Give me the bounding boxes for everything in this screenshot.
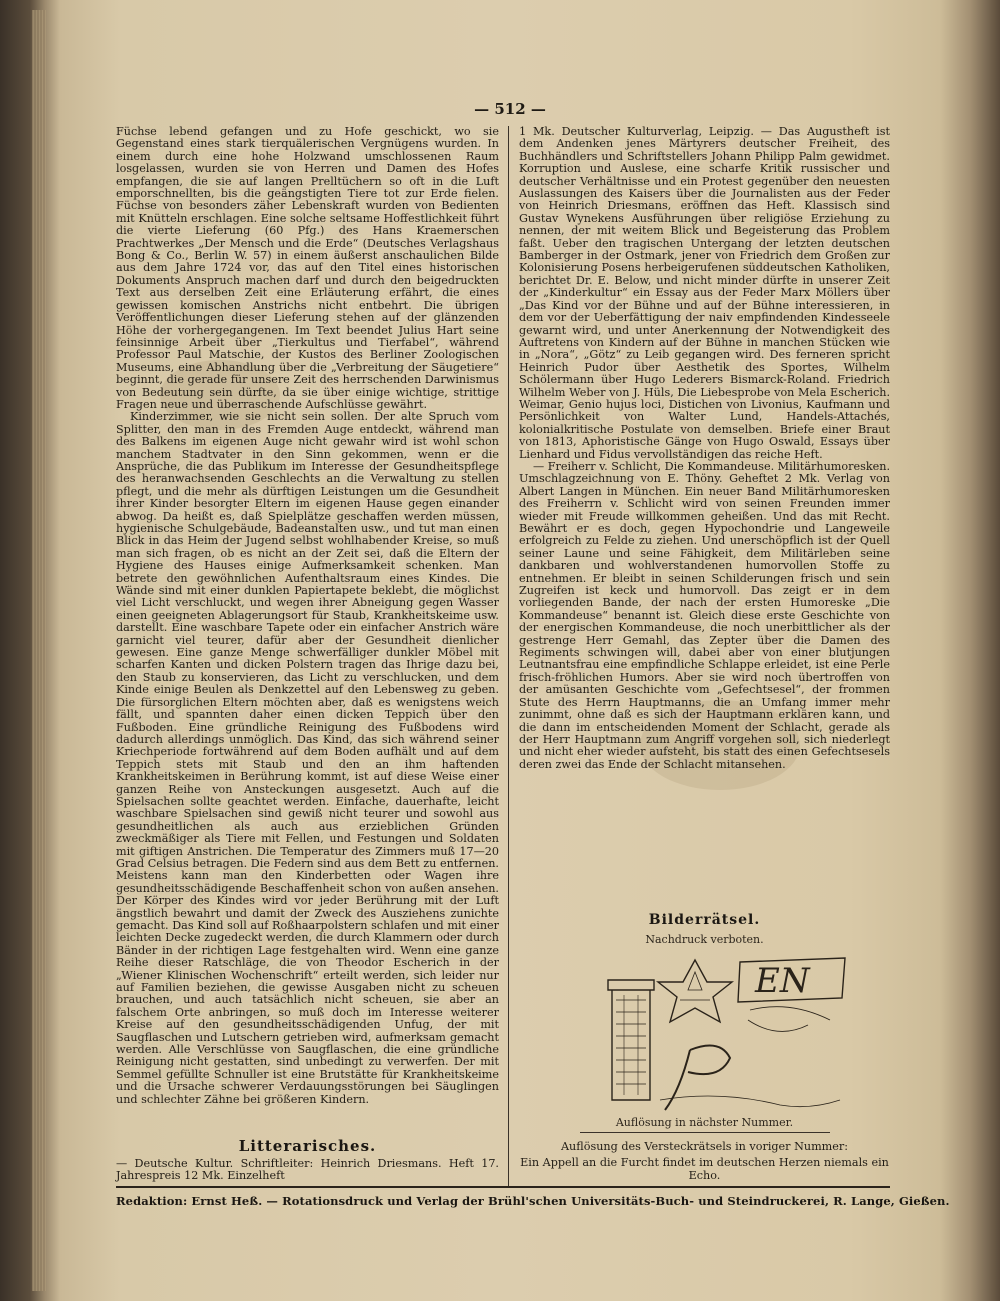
right-column [519,126,890,896]
solution-text: Ein Appell an die Furcht findet im deutschen Herzen niemals ein Echo. [520,1156,889,1182]
article-deutsche-kultur-continued: 1 Mk. Deutscher Kulturverlag, Leipzig. — Das Augustheft ist dem Andenken jenes Märtyrers deutscher Freiheit, des Buchhändlers und Schriftstellers Johann Philipp Palm gewidmet. Korruption und Auslese, eine scharfe Kritik russischer und deutscher Verhältnisse und ein Protest gegenüber den neuesten Auslassungen des Kaisers über die Journalisten aus der Feder von Heinrich Driesmans, eröffnen das Heft. Klassisch sind Gustav Wynekens Ausführungen über religiöse Erziehung zu nennen, der mit weitem Blick und Begeisterung das Problem faßt. Ueber den tragischen Untergang der letzten deutschen Bamberger in der Ostmark, jener von Friedrich dem Großen zur Kolonisierung Posens herbeigerufenen süddeutschen Katholiken, berichtet Dr. E. Below, und nicht minder dürfte in unserer Zeit der „Kinderkultur“ ein Essay aus der Feder Marx Möllers über „Das Kind vor der Bühne und auf der Bühne interessieren, in dem vor der Ueberfättigung der naiv empfindenden Kindesseele gewarnt wird, und unter Anerkennung der Notwendigkeit des Auftretens von Kindern auf der Bühne in manchen Stücken wie in „Nora“, „Götz“ zu Leib gegangen wird. Des ferneren spricht Heinrich Pudor über Aesthetik des Sportes, Wilhelm Schölermann über Hugo Lederers Bismarck-Roland. Friedrich Wilhelm Weber von J. Hüls, Die Liebesprobe von Mela Escherich. Weimar, Genio hujus loci, Distichen von Livonius, Kaufmann und Persönlichkeit von Walter Lund, Handels-Attachés, kolonialkritische Postulate von demselben. Briefe einer Braut von 1813, Aphoristische Gänge von Hugo Oswald, Essays über Lienhard und Fidus vervollständigen das reiche Heft. [519,126,890,461]
puzzle-caption: Auflösung in nächster Nummer. [615,1116,794,1129]
star-illustration [658,960,732,1022]
puzzle-reprint-note: Nachdruck verboten. [645,933,764,946]
letter-p-illustration [665,1046,730,1111]
article-kinderzimmer: Kinderzimmer, wie sie nicht sein sollen. Der alte Spruch vom Splitter, den man in des Fremden Auge entdeckt, während man des Balkens im eigenen Auge nicht gewahr wird ist wohl schon manchem Stadtvater in den Sinn gekommen, wenn er die Ansprüche, die das Publikum im Interesse der Gesundheitspflege des heranwachsenden Geschlechts an die Verwaltung zu stellen pflegt, und die mehr als dürftigen Leistungen um die Gesundheit ihrer Kinder besorgter Eltern im eigenen Hause gegen einander abwog. Da heißt es, daß Spielplätze geschaffen werden müssen, hygienische Schulgebäude, Badeanstalten usw., und tut man einen Blick in das Heim der Jugend selbst wohlhabender Kreise, so muß man sich fragen, ob es nicht an der Zeit sei, daß die Eltern der Hygiene des Hauses einige Aufmerksamkeit schenken. Man betrete den gewöhnlichen Aufenthaltsraum eines Kindes. Die Wände sind mit einer dunklen Papiertapete beklebt, die möglichst viel Licht verschluckt, und wegen ihrer Abneigung gegen Wasser einen geeigneten Ablagerungsort für Staub, Krankheitskeime usw. darstellt. Eine waschbare Tapete oder ein einfacher Anstrich wäre garnicht viel teurer, dafür aber der Gesundheit dienlicher gewesen. Eine ganze Menge schwerfälliger dunkler Möbel mit scharfen Kanten und dicken Polstern tragen das Ihrige dazu bei, den Staub zu konservieren, das Licht zu verschlucken, und dem Kinde einige Beulen als Denkzettel auf den Lebensweg zu geben. Die fürsorglichen Eltern möchten aber, daß es wenigstens weich fällt, und spannten daher einen dicken Teppich über den Fußboden. Eine gründliche Reinigung des Fußbodens wird dadurch allerdings unmöglich. Das Kind, das sich während seiner Kriechperiode fortwährend auf dem Boden aufhält und auf dem Teppich stets mit Staub und den an ihm haftenden Krankheitskeimen in Berührung kommt, ist auf diese Weise einer ganzen Reihe von Ansteckungen ausgesetzt. Auch auf die Spielsachen sollte geachtet werden. Einfache, dauerhafte, leicht waschbare Spielsachen sind gewiß nicht teurer und sowohl aus gesundheitlichen als auch aus erzieblichen Gründen zweckmäßiger als Tiere mit Fellen, und Festungen und Soldaten mit giftigen Anstrichen. Die Temperatur des Zimmers muß 17—20 Grad Celsius betragen. Die Federn sind aus dem Bett zu entfernen. Meistens kann man den Kinderbetten oder Wagen ihre gesundheitsschädigende Beschaffenheit schon von außen ansehen. Der Körper des Kindes wird vor jeder Berührung mit der Luft ängstlich bewahrt und damit der Zweck des Ausziehens zunichte gemacht. Das Kind soll auf Roßhaarpolstern schlafen und mit einer leichten Decke zugedeckt werden, die durch Klammern oder durch Bänder in der richtigen Lage festgehalten wird. Wenn eine ganze Reihe dieser Ratschläge, die von Theodor Escherich in der „Wiener Klinischen Wochenschrift“ erteilt werden, sich leider nur auf Familien beziehen, die gewisse Ausgaben nicht zu scheuen brauchen, und auch tatsächlich nicht scheuen, sie aber an falschem Orte anbringen, so muß doch im Interesse weiterer Kreise auf den gesundheitsschädigenden Unfug, der mit Saugflaschen und Lutschern getrieben wird, aufmerksam gemacht werden. Alle Verschlüsse von Saugflaschen, die eine gründliche Reinigung nicht gestatten, sind unbedingt zu verwerfen. Der mit Semmel gefüllte Schnuller ist eine Brutstätte für Krankheitskeime und die Ursache schwerer Verdauungsstörungen bei Säuglingen und schlechter Zähne bei größeren Kindern. [116,410,499,1106]
page-number: — 512 — [474,100,546,118]
book-page-edges [32,10,46,1291]
puzzle-letters: EN [755,961,810,1001]
picture-puzzle-illustration [590,950,860,1115]
tower-illustration [608,980,654,1100]
footer-divider [116,1186,890,1188]
solution-heading: Auflösung des Versteckrätsels in voriger Nummer: [560,1140,849,1153]
imprint-footer: Redaktion: Ernst Heß. — Rotationsdruck und Verlag der Brühl'schen Universitäts-Buch- und Steindruckerei, R. Lange, Gießen. [116,1194,950,1208]
article-mensch-und-erde: Füchse lebend gefangen und zu Hofe geschickt, wo sie Gegenstand eines stark tierquälerischen Vergnügens wurden. In einem durch eine hohe Holzwand umschlossenen Raum losgelassen, wurden sie von Herren und Damen des Hofes empfangen, die sie auf langen Prelltüchern so oft in die Luft emporschnellten, bis die geängstigten Tiere tot zur Erde fielen. Füchse von besonders zäher Lebenskraft wurden von Bedienten mit Knütteln erschlagen. Eine solche seltsame Hoffestlichkeit führt die vierte Lieferung (60 Pfg.) des Hans Kraemerschen Prachtwerkes „Der Mensch und die Erde“ (Deutsches Verlagshaus Bong & Co., Berlin W. 57) in einem äußerst anschaulichen Bilde aus dem Jahre 1724 vor, das auf den Titel eines historischen Dokuments Anspruch machen darf und durch den beigedruckten Text aus derselben Zeit eine Erläuterung erfährt, die eines gewissen komischen Anstrichs nicht entbehrt. Die übrigen Veröffentlichungen dieser Lieferung stehen auf der glänzenden Höhe der vorhergegangenen. Im Text beendet Julius Hart seine feinsinnige Arbeit über „Tierkultus und Tierfabel“, während Professor Paul Matschie, der Kustos des Berliner Zoologischen Museums, eine Abhandlung über die „Verbreitung der Säugetiere“ beginnt, die gerade für unsere Zeit des herrschenden Darwinismus von Bedeutung sein dürfte, da sie über einige wichtige, strittige Fragen neue und überraschende Aufschlüsse gewährt. [116,126,499,411]
article-deutsche-kultur-start: — Deutsche Kultur. Schriftleiter: Heinrich Driesmans. Heft 17. Jahrespreis 12 Mk. Einzelheft [116,1157,499,1183]
section-heading-litterarisches: Litterarisches. [238,1137,377,1155]
article-kommandeuse: — Freiherr v. Schlicht, Die Kommandeuse. Militärhumoresken. Umschlagzeichnung von E. Thöny. Geheftet 2 Mk. Verlag von Albert Langen in München. Ein neuer Band Militärhumoresken des Freiherrn v. Schlicht wird von seinen Freunden immer wieder mit Freude willkommen geheißen. Und das mit Recht. Bewährt er es doch, gegen Hypochondrie und Langeweile erfolgreich zu Felde zu ziehen. Und unerschöpflich ist der Quell seiner Laune und seine Fähigkeit, dem Militärleben seine dankbaren und wohlverstandenen humorvollen Stoffe zu entnehmen. Er bleibt in seinen Schilderungen frisch und sein Zugreifen ist keck und humorvoll. Das zeigt er in dem vorliegenden Bande, der nach der ersten Humoreske „Die Kommandeuse“ benannt ist. Gleich diese erste Geschichte von der energischen Kommandeuse, die noch unerbittlicher als der gestrenge Herr Gemahl, das Zepter über die Damen des Regiments schwingen will, dabei aber von einer blutjungen Leutnantsfrau eine empfindliche Schlappe erleidet, ist eine Perle frisch-fröhlichen Humors. Aber sie wird noch übertroffen von der amüsanten Geschichte vom „Gefechtsesel“, der frommen Stute des Herrn Hauptmanns, die an Umfang immer mehr zunimmt, ohne daß es sich der Hauptmann erklären kann, und die dann im entscheidenden Moment der Schlacht, gerade als der Herr Hauptmann zum Angriff vorgehen soll, sich niederlegt und nicht eher wieder aufsteht, bis statt des einen Gefechtsesels deren zwei das Ende der Schlacht mitansehen. [519,459,890,771]
column-divider [508,126,509,1188]
puzzle-title: Bilderrätsel. [648,912,761,928]
solution-divider [580,1132,830,1133]
left-column [116,126,499,1180]
